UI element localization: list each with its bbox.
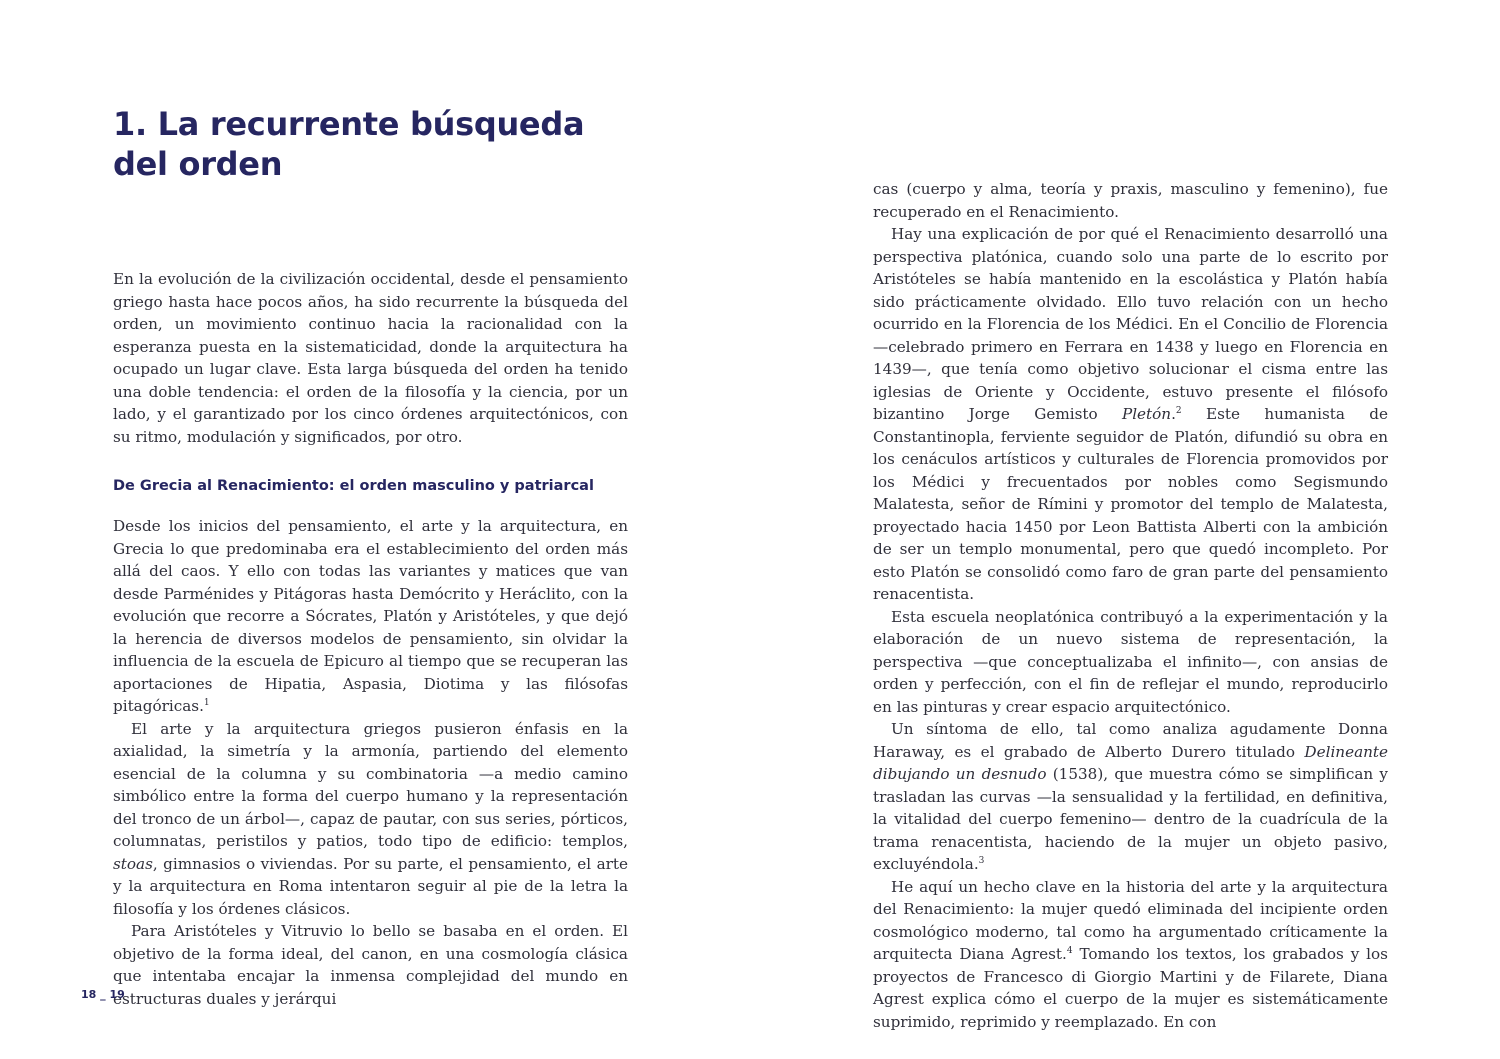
paragraph-text: Tomando los textos, los grabados y los proyectos de Francesco di Giorgio Martini y de Filarete, Diana Agrest explica cómo el cuerpo de la mujer es sistemáticamente suprimido, reprimido y reemplazado. En con [873, 945, 1388, 1031]
right-body-text [873, 178, 1388, 1033]
section-heading: De Grecia al Renacimiento: el orden masculino y patriarcal [113, 478, 594, 494]
footnote-ref[interactable]: 1 [203, 697, 210, 708]
chapter-title-line-1: 1. La recurrente búsqueda [113, 105, 585, 143]
paragraph-text: Hay una explicación de por qué el Renacimiento desarrolló una perspectiva platónica, cuando solo una parte de lo escrito por Aristóteles se había mantenido en la escolástica y Platón había sido prácticamente olvidado. Ello tuvo relación con un hecho ocurrido en la Florencia de los Médici. En el Concilio de Florencia —celebrado primero en Ferrara en 1438 y luego en Florencia en 1439—, que tenía como objetivo solucionar el cisma entre las iglesias de Oriente y Occidente, estuvo presente el filósofo bizantino Jorge Gemisto [873, 225, 1388, 423]
chapter-title [113, 104, 673, 184]
body-paragraph [113, 718, 628, 921]
paragraph-text: , gimnasios o viviendas. Por su parte, el pensamiento, el arte y la arquitectura en Roma intentaron seguir al pie de la letra la filosofía y los órdenes clásicos. [113, 854, 628, 918]
paragraph-text: He aquí un hecho clave en la historia del arte y la arquitectura del Renacimiento: la mujer quedó eliminada del incipiente orden cosmológico moderno, tal como ha argumentado críticamente la arquitecta Diana Agrest. [873, 877, 1388, 963]
paragraph-text: Este humanista de Constantinopla, ferviente seguidor de Platón, difundió su obra en los cenáculos artísticos y culturales de Florencia promovidos por los Médici y frecuentados por nobles como Segismundo Malatesta, señor de Rímini y promotor del templo de Malatesta, proyectado hacia 1450 por Leon Battista Alberti con la ambición de ser un templo monumental, pero que quedó incompleto. Por esto Platón se consolidó como faro de gran parte del pensamiento renacentista. [873, 405, 1388, 603]
italic-term: stoas [113, 854, 153, 873]
footnote-ref[interactable]: 3 [978, 855, 985, 866]
paragraph-text: Desde los inicios del pensamiento, el arte y la arquitectura, en Grecia lo que predominaba era el establecimiento del orden más allá del caos. Y ello con todas las variantes y matices que van desde Parménides y Pitágoras hasta Demócrito y Heráclito, con la evolución que recorre a Sócrates, Platón y Aristóteles, y que dejó la herencia de diversos modelos de pensamiento, sin olvidar la influencia de la escuela de Epicuro al tiempo que se recuperan las aportaciones de Hipatia, Aspasia, Diotima y las filósofas pitagóricas. [113, 517, 628, 715]
left-body-text [113, 515, 628, 1010]
body-paragraph [873, 876, 1388, 1034]
footnote-ref[interactable]: 2 [1175, 405, 1182, 416]
intro-paragraph-block [113, 268, 628, 448]
paragraph-text: Un síntoma de ello, tal como analiza agudamente Donna Haraway, es el grabado de Alberto Durero titulado [873, 720, 1388, 761]
italic-term: Pletón [1121, 405, 1172, 423]
right-page [750, 0, 1500, 1059]
chapter-title-line-2: del orden [113, 145, 283, 183]
body-paragraph: Esta escuela neoplatónica contribuyó a la experimentación y la elaboración de un nuevo sistema de representación, la perspectiva —que conceptualizaba el infinito—, con ansias de orden y perfección, con el fin de reflejar el mundo, reproducirlo en las pinturas y crear espacio arquitectónico. [873, 607, 1388, 716]
paragraph-text: El arte y la arquitectura griegos pusieron énfasis en la axialidad, la simetría y la armonía, partiendo del elemento esencial de la columna y su combinatoria —a medio camino simbólico entre la forma del cuerpo humano y la representación del tronco de un árbol—, capaz de pautar, con sus series, pórticos, columnatas, peristilos y patios, todo tipo de edificio: templos, [113, 719, 628, 850]
body-paragraph: Para Aristóteles y Vitruvio lo bello se basaba en el orden. El objetivo de la forma ideal, del canon, en una cosmología clásica que intentaba encajar la inmensa complejidad del mundo en estructuras duales y jerárqui [113, 922, 628, 1008]
body-paragraph [113, 515, 628, 718]
intro-paragraph: En la evolución de la civilización occidental, desde el pensamiento griego hasta hace pocos años, ha sido recurrente la búsqueda del orden, un movimiento continuo hacia la racionalidad con la esperanza puesta en la sistematicidad, donde la arquitectura ha ocupado un lugar clave. Esta larga búsqueda del orden ha tenido una doble tendencia: el orden de la filosofía y la ciencia, por un lado, y el garantizado por los cinco órdenes arquitectónicos, con su ritmo, modulación y significados, por otro. [113, 270, 628, 446]
footnote-ref[interactable]: 4 [1066, 945, 1073, 956]
italic-artwork-title: Delineante dibujando un desnudo [873, 742, 1388, 783]
body-paragraph: cas (cuerpo y alma, teoría y praxis, masculino y femenino), fue recuperado en el Renacimiento. [873, 180, 1388, 221]
page-numbers: 18 _ 19 [81, 988, 125, 1001]
period: . [1171, 405, 1176, 423]
body-paragraph [873, 718, 1388, 876]
body-paragraph [873, 223, 1388, 606]
paragraph-text: (1538), que muestra cómo se simplifican y trasladan las curvas —la sensualidad y la fertilidad, en definitiva, la vitalidad del cuerpo femenino— dentro de la cuadrícula de la trama renacentista, haciendo de la mujer un objeto pasivo, excluyéndola. [873, 765, 1388, 873]
